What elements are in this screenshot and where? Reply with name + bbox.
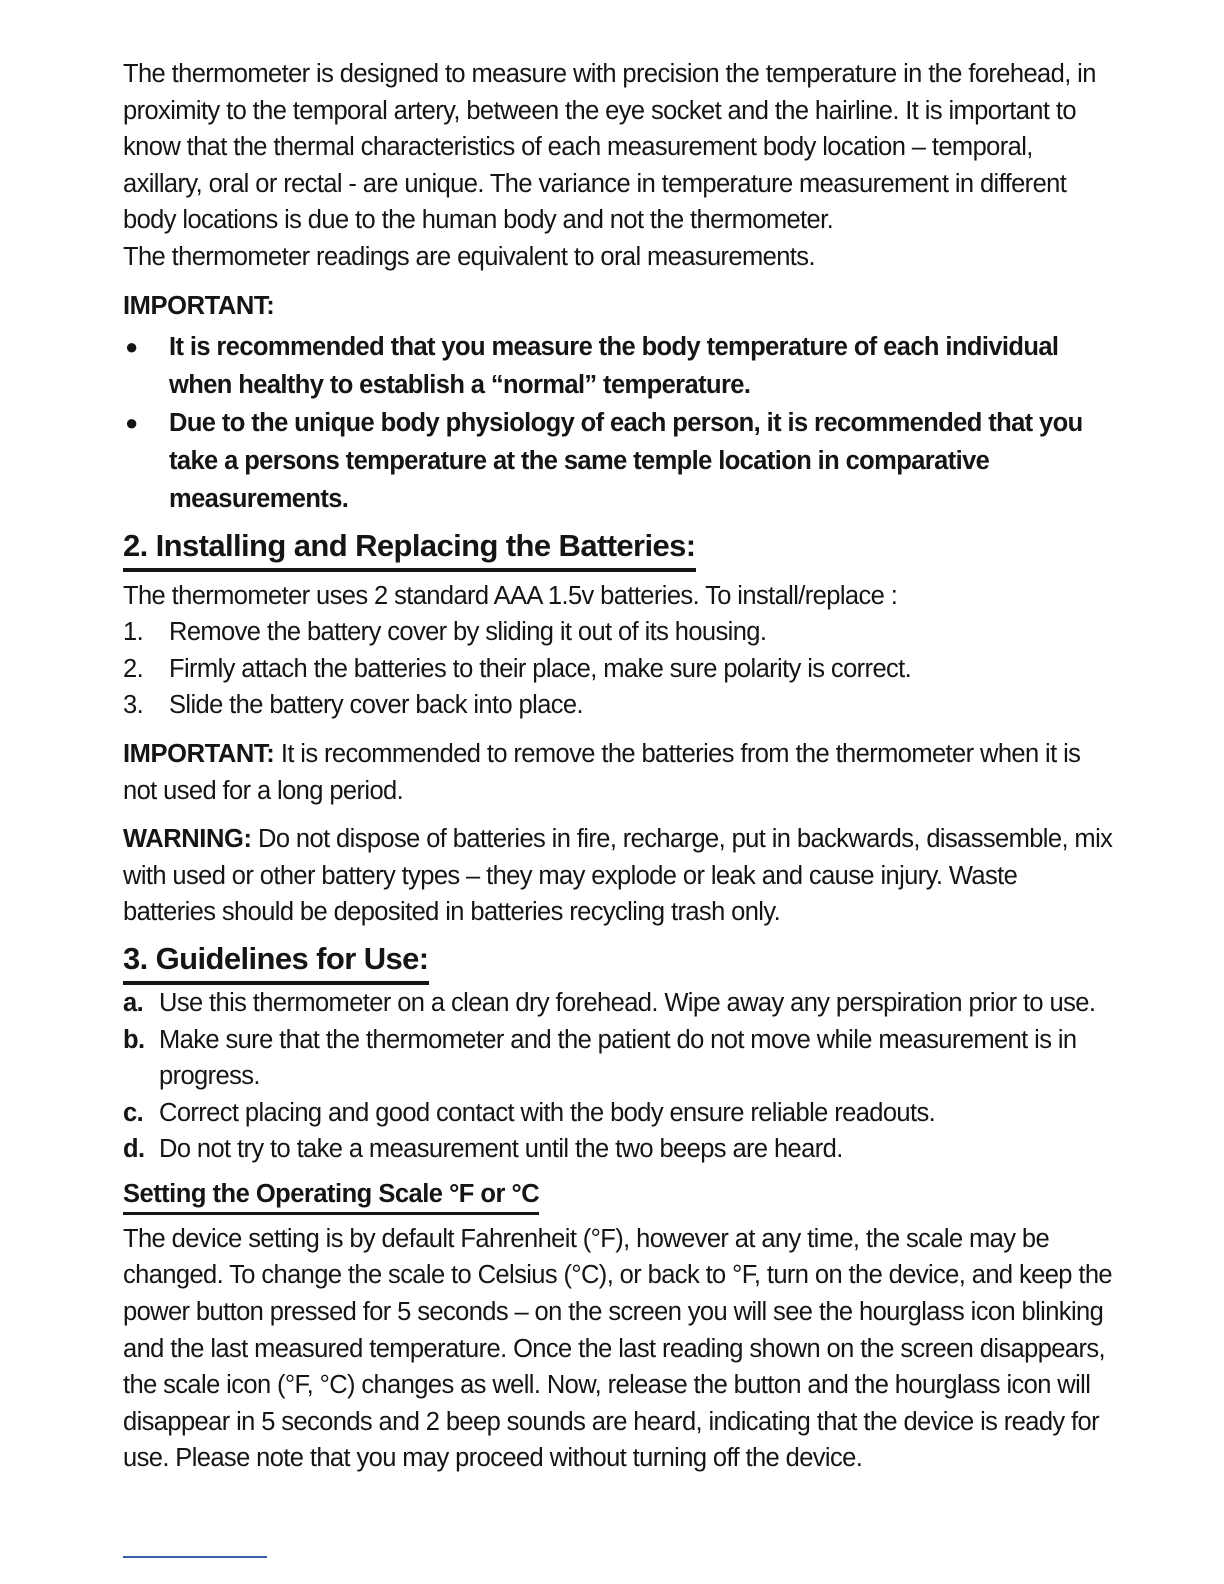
guidelines-list (123, 985, 1113, 1168)
scale-paragraph: The device setting is by default Fahrenheit (°F), however at any time, the scale may be changed. To change the scale to Celsius (°C), or back to °F, turn on the device, and keep the power button pressed for 5 seconds – on the screen you will see the hourglass icon blinking and the last measured temperature. Once the last reading shown on the screen disappears, the scale icon (°F, °C) changes as well. Now, release the button and the hourglass icon will disappear in 5 seconds and 2 beep sounds are heard, indicating that the device is ready for use. Please note that you may proceed without turning off the device. (123, 1224, 1112, 1473)
item-letter: c. (123, 1098, 144, 1127)
step-text: Firmly attach the batteries to their place, make sure polarity is correct. (169, 654, 912, 683)
item-letter: a. (123, 988, 144, 1017)
list-item (123, 985, 1113, 1022)
list-item (123, 614, 1113, 651)
battery-important-note (123, 736, 1113, 809)
bullet-icon: ● (125, 409, 138, 435)
list-item (123, 404, 1113, 518)
item-text: Do not try to take a measurement until the two beeps are heard. (159, 1135, 843, 1164)
step-number: 1. (123, 618, 144, 647)
scale-heading: Setting the Operating Scale °F or °C (123, 1176, 539, 1215)
batteries-heading: 2. Installing and Replacing the Batteries: (123, 524, 696, 572)
bullet-text: It is recommended that you measure the body temperature of each individual when healthy to establish a “normal” temperature. (169, 332, 1059, 399)
intro-paragraph: The thermometer is designed to measure with precision the temperature in the forehead, in proximity to the temporal artery, between the eye socket and the hairline. It is important to know that the thermal characteristics of each measurement body location – temporal, axillary, oral or rectal - are unique. The variance in temperature measurement in different body locations is due to the human body and not the thermometer. (123, 60, 1096, 235)
step-number: 3. (123, 691, 144, 720)
battery-steps-list (123, 614, 1113, 724)
footer-divider (123, 1556, 267, 1558)
list-item (123, 328, 1113, 404)
bullet-text: Due to the unique body physiology of each person, it is recommended that you take a persons temperature at the same temple location in comparative measurements. (169, 408, 1083, 513)
important-bullet-list (123, 328, 1113, 518)
warning-note-text: Do not dispose of batteries in fire, recharge, put in backwards, disassemble, mix with used or other battery types – they may explode or leak and cause injury. Waste batteries should be deposited in batteries recycling trash only. (123, 825, 1113, 927)
guidelines-heading: 3. Guidelines for Use: (123, 937, 429, 985)
batteries-intro: The thermometer uses 2 standard AAA 1.5v batteries. To install/replace : (123, 581, 898, 610)
battery-warning-note (123, 821, 1113, 931)
important-title: IMPORTANT: (123, 291, 275, 320)
item-text: Make sure that the thermometer and the patient do not move while measurement is in progress. (159, 1025, 1077, 1091)
list-item (123, 1022, 1113, 1095)
list-item (123, 651, 1113, 688)
item-text: Use this thermometer on a clean dry forehead. Wipe away any perspiration prior to use. (159, 988, 1096, 1017)
step-text: Remove the battery cover by sliding it out of its housing. (169, 618, 767, 647)
list-item (123, 1131, 1113, 1168)
item-text: Correct placing and good contact with the body ensure reliable readouts. (159, 1098, 936, 1127)
important-label: IMPORTANT: (123, 739, 275, 768)
item-letter: d. (123, 1135, 145, 1164)
document-page (123, 56, 1113, 1477)
list-item (123, 687, 1113, 724)
important-note-text: It is recommended to remove the batteries from the thermometer when it is not used for a long period. (123, 739, 1081, 805)
intro-equivalence-note: The thermometer readings are equivalent to oral measurements. (123, 242, 815, 271)
bullet-icon: ● (125, 333, 138, 359)
step-number: 2. (123, 654, 144, 683)
step-text: Slide the battery cover back into place. (169, 691, 583, 720)
warning-label: WARNING: (123, 825, 252, 854)
list-item (123, 1095, 1113, 1132)
item-letter: b. (123, 1025, 145, 1054)
